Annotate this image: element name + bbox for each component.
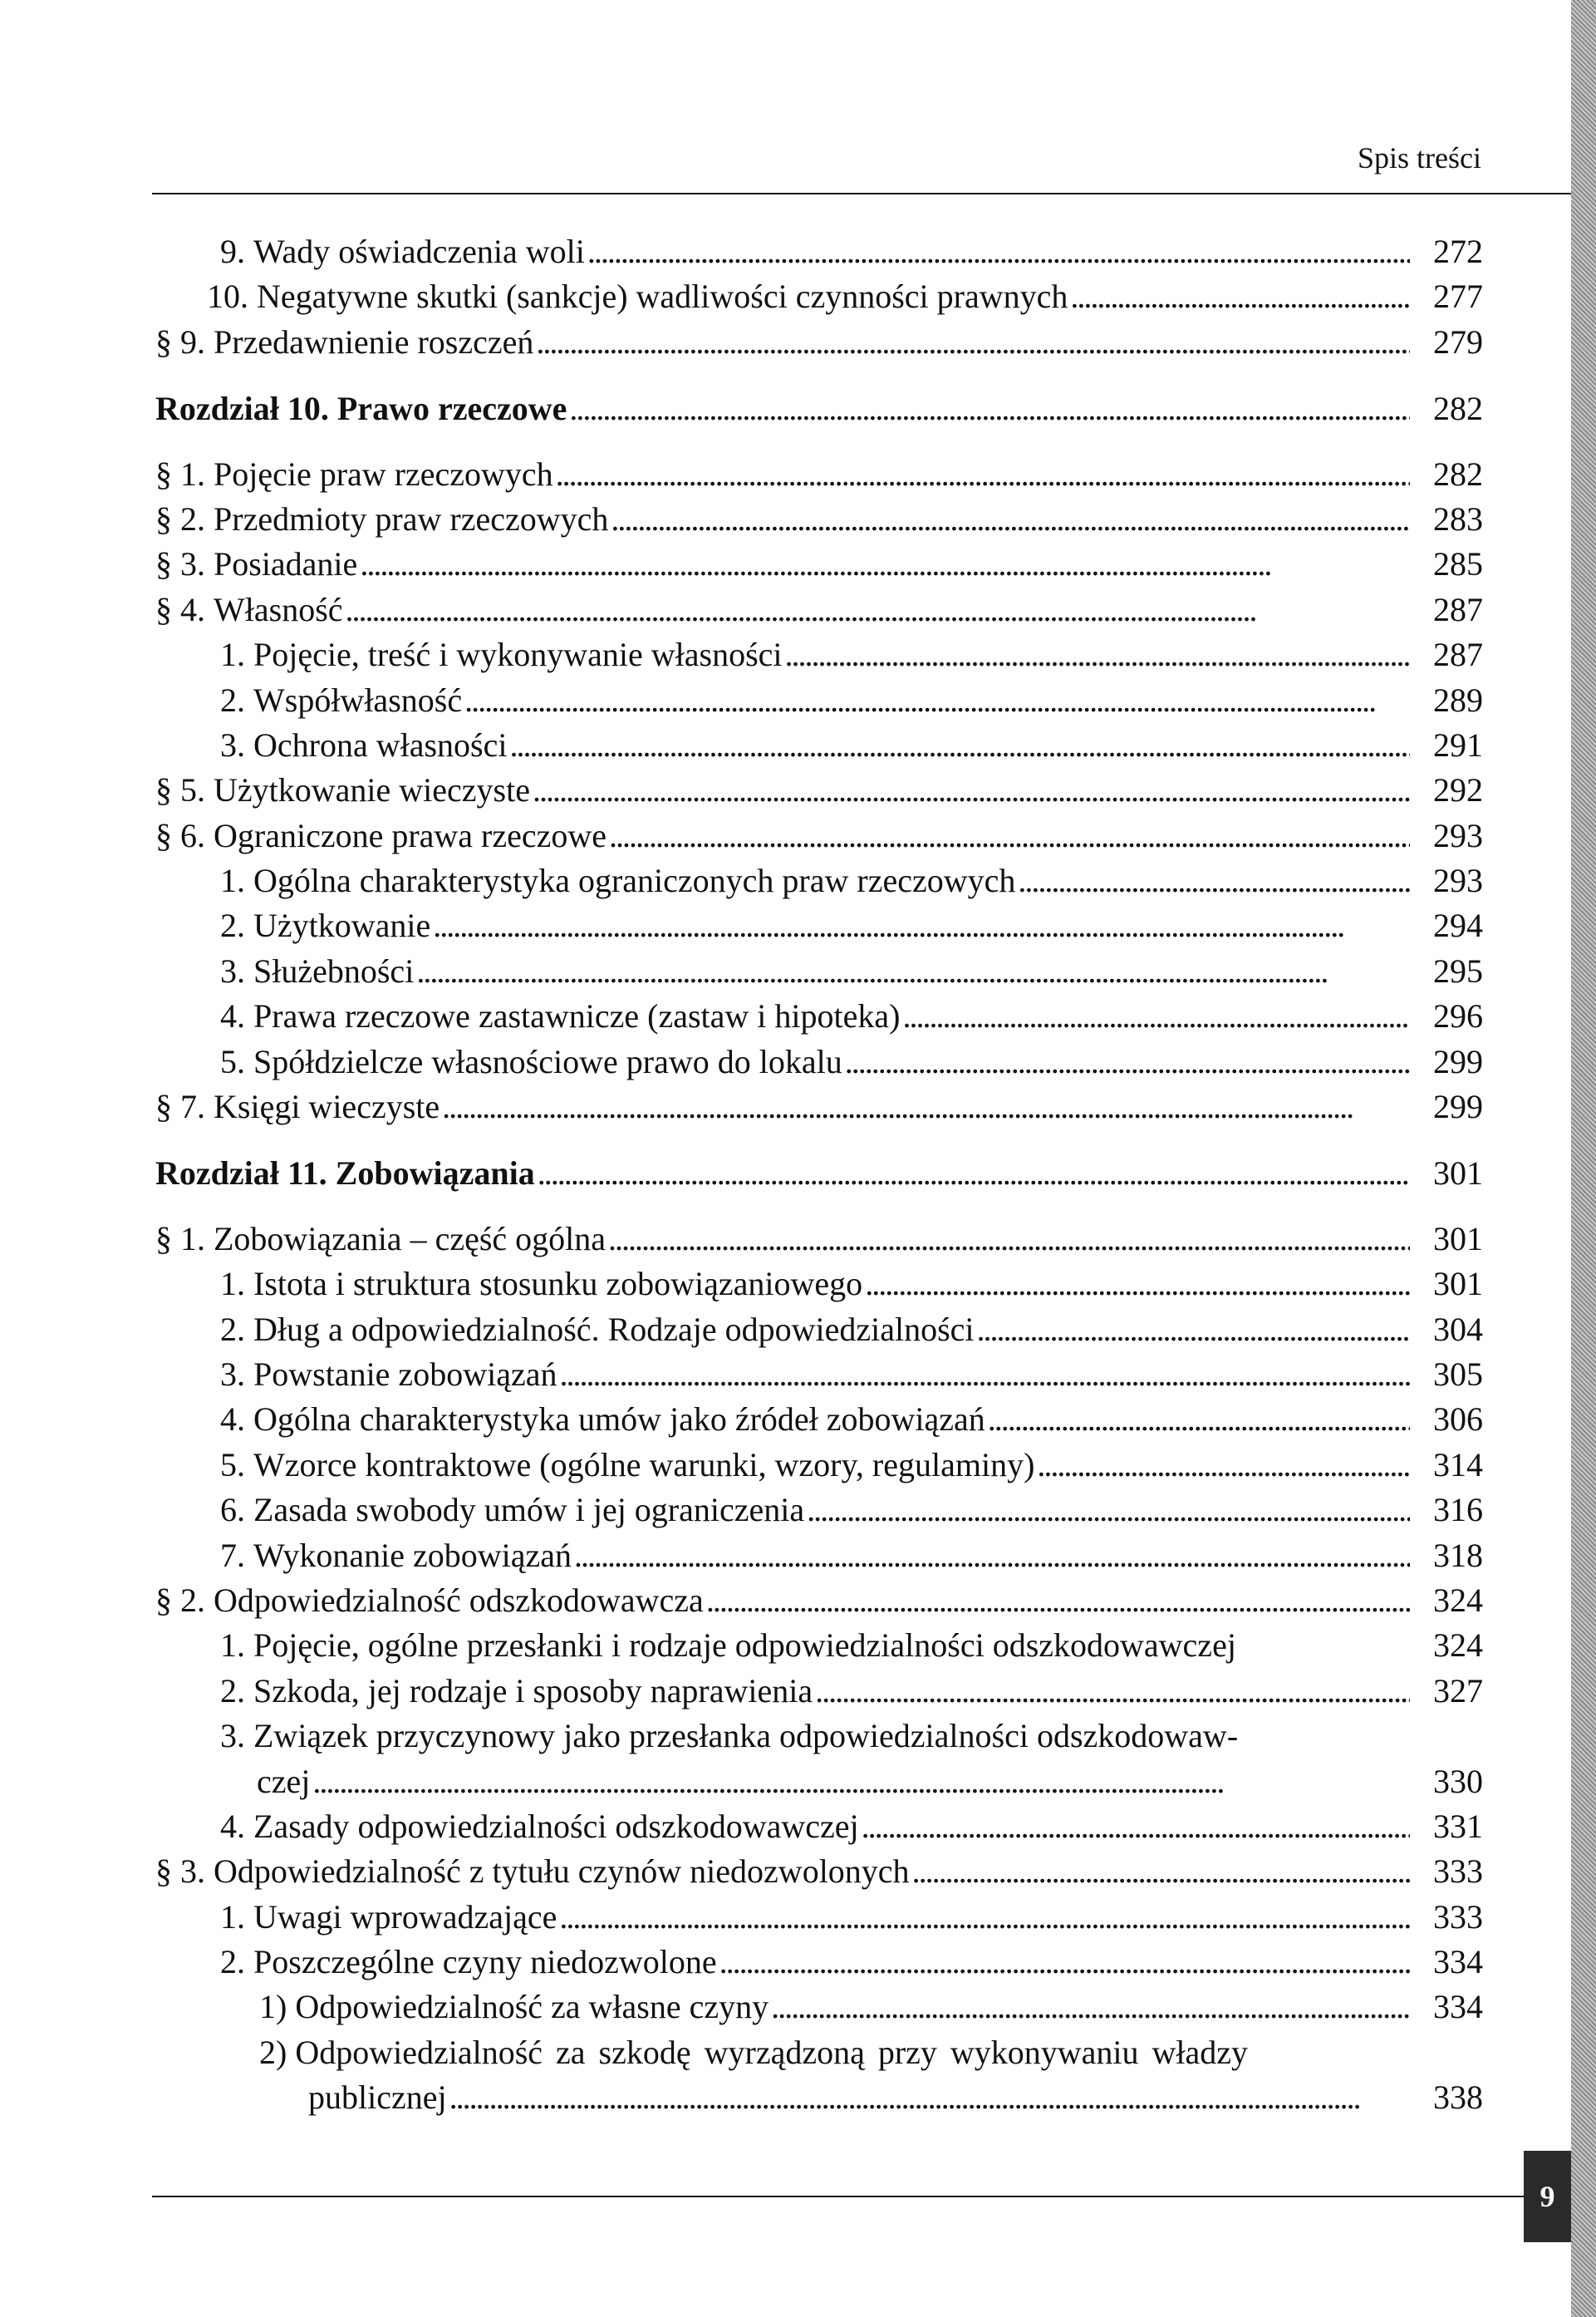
toc-entry-number: 3.	[220, 726, 253, 764]
toc-entry-page: 293	[1433, 862, 1483, 900]
toc-entry[interactable]	[155, 1352, 1483, 1397]
toc-entry-title: Powstanie zobowiązań	[253, 1355, 557, 1393]
toc-entry-title: Negatywne skutki (sankcje) wadliwości czynności prawnych	[257, 278, 1068, 316]
toc-entry-title: Zasada swobody umów i jej ograniczenia	[253, 1491, 805, 1529]
toc-entry-number: 4.	[220, 997, 253, 1036]
toc-entry-page: 301	[1433, 1219, 1483, 1257]
toc-entry-page: 277	[1433, 278, 1483, 316]
toc-entry-number: 2.	[220, 1671, 253, 1709]
toc-entry-number: Rozdział 11.	[155, 1154, 336, 1193]
toc-entry-number: § 1.	[155, 1219, 214, 1257]
dot-leader	[556, 452, 1410, 497]
toc-entry-title: Zobowiązania – część ogólna	[214, 1219, 606, 1257]
toc-entry-title: Odpowiedzialność za szkodę wyrządzoną przy wykonywaniu władzy	[295, 2033, 1249, 2071]
toc-entry-page: 292	[1433, 771, 1483, 809]
dot-leader	[807, 1488, 1410, 1532]
dot-leader	[977, 1307, 1410, 1352]
toc-entry[interactable]	[155, 632, 1483, 677]
toc-entry[interactable]	[155, 1714, 1483, 1759]
dot-leader	[559, 1895, 1410, 1940]
toc-entry-number: 1)	[259, 1988, 296, 2026]
toc-entry-number: 5.	[220, 1042, 253, 1080]
toc-entry-number: 1.	[220, 1626, 253, 1665]
toc-entry-page: 318	[1433, 1536, 1483, 1574]
toc-entry[interactable]	[155, 1623, 1483, 1668]
toc-entry-title: Wady oświadczenia woli	[253, 233, 585, 270]
toc-entry-number: 7.	[220, 1536, 253, 1574]
toc-entry-title: Własność	[214, 590, 343, 628]
toc-entry-page: 324	[1433, 1581, 1483, 1619]
toc-entry-number: 9.	[220, 233, 253, 270]
dot-leader	[538, 1151, 1410, 1196]
toc-entry-title-continuation: publicznej	[308, 2078, 447, 2117]
dot-leader	[360, 542, 1410, 587]
toc-entry-page: 334	[1433, 1943, 1483, 1981]
toc-entry-number: 2)	[259, 2033, 296, 2071]
toc-entry-page: 282	[1433, 455, 1483, 493]
toc-entry[interactable]	[155, 229, 1483, 274]
toc-entry-page: 287	[1433, 590, 1483, 628]
toc-entry-page: 301	[1433, 1154, 1483, 1193]
toc-entry-title-continuation: czej	[257, 1762, 311, 1800]
toc-entry[interactable]	[155, 1669, 1483, 1714]
toc-entry-number: 1.	[220, 862, 253, 900]
toc-entry-page: 285	[1433, 545, 1483, 583]
dot-leader	[312, 1759, 1410, 1804]
dot-leader	[346, 588, 1410, 632]
toc-entry-title: Pojęcie, ogólne przesłanki i rodzaje odpowiedzialności odszkodowawczej	[253, 1626, 1236, 1665]
toc-entry-page: 283	[1433, 499, 1483, 538]
toc-entry-page: 333	[1433, 1897, 1483, 1936]
dot-leader	[1070, 274, 1410, 319]
toc-entry-title: Poszczególne czyny niedozwolone	[253, 1943, 717, 1981]
toc-entry[interactable]	[155, 274, 1483, 319]
toc-entry-title: Szkoda, jej rodzaje i sposoby naprawienia	[253, 1671, 813, 1709]
toc-entry-title: Pojęcie, treść i wykonywanie własności	[253, 636, 783, 674]
toc-entry-number: 3.	[220, 1355, 253, 1393]
toc-entry-title: Wzorce kontraktowe (ogólne warunki, wzory, regulaminy)	[253, 1445, 1035, 1483]
toc-entry-page: 299	[1433, 1042, 1483, 1080]
dot-leader	[509, 723, 1410, 768]
toc-entry-page: 306	[1433, 1400, 1483, 1439]
toc-entry-title: Posiadanie	[214, 545, 358, 583]
toc-entry-number: § 2.	[155, 499, 214, 538]
toc-entry[interactable]	[155, 1804, 1483, 1849]
toc-entry[interactable]	[155, 1085, 1483, 1129]
toc-entry-page: 282	[1433, 390, 1483, 428]
dot-leader	[845, 1040, 1410, 1085]
dot-leader	[912, 1849, 1410, 1894]
toc-entry[interactable]	[155, 903, 1483, 948]
toc-entry[interactable]	[155, 2030, 1483, 2075]
toc-entry-page: 289	[1433, 681, 1483, 719]
toc-entry-page: 330	[1433, 1762, 1483, 1800]
toc-entry[interactable]	[155, 678, 1483, 723]
toc-entry-page: 296	[1433, 997, 1483, 1036]
toc-entry-page: 324	[1433, 1626, 1483, 1665]
toc-entry-number: 3.	[220, 952, 253, 990]
toc-entry[interactable]	[155, 768, 1483, 813]
toc-entry-page: 334	[1433, 1988, 1483, 2026]
toc-entry-page: 304	[1433, 1310, 1483, 1348]
toc-entry-page: 316	[1433, 1491, 1483, 1529]
toc-entry[interactable]	[155, 497, 1483, 542]
toc-entry-title: Istota i struktura stosunku zobowiązaniowego	[253, 1265, 863, 1303]
toc-entry-title: Współwłasność	[253, 681, 463, 719]
toc-entry-number: § 9.	[155, 322, 214, 361]
toc-entry[interactable]	[155, 1443, 1483, 1488]
toc-entry[interactable]	[155, 588, 1483, 632]
toc-entry[interactable]	[155, 1985, 1483, 2029]
toc-entry-number: 1.	[220, 1265, 253, 1303]
header-rule	[152, 193, 1571, 194]
toc-entry-page: 293	[1433, 816, 1483, 854]
toc-entry-number: § 3.	[155, 545, 214, 583]
toc-entry-number: § 6.	[155, 816, 214, 854]
toc-entry-title: Służebności	[253, 952, 415, 990]
toc-entry-number: 2.	[220, 1310, 253, 1348]
toc-entry[interactable]	[155, 1849, 1483, 1894]
running-header: Spis treści	[1358, 141, 1481, 175]
toc-entry-title: Spółdzielcze własnościowe prawo do lokalu	[253, 1042, 842, 1080]
toc-entry-title: Ogólna charakterystyka umów jako źródeł zobowiązań	[253, 1400, 985, 1439]
toc-entry-number: 6.	[220, 1491, 253, 1529]
toc-entry[interactable]	[155, 723, 1483, 768]
toc-entry-page: 272	[1433, 233, 1483, 270]
toc-entry-number: 3.	[220, 1717, 253, 1755]
toc-entry-title: Ochrona własności	[253, 726, 508, 764]
toc-entry-number: 1.	[220, 636, 253, 674]
toc-entry-title: Odpowiedzialność z tytułu czynów niedozwolonych	[214, 1852, 910, 1891]
dot-leader	[609, 814, 1410, 858]
toc-entry-title: Związek przyczynowy jako przesłanka odpowiedzialności odszkodowaw-	[253, 1717, 1239, 1755]
toc-entry[interactable]	[155, 1895, 1483, 1940]
dot-leader	[1037, 1443, 1410, 1488]
dot-leader	[865, 1262, 1410, 1306]
toc-entry-title: Księgi wieczyste	[214, 1088, 440, 1126]
toc-entry-title: Zasady odpowiedzialności odszkodowawczej	[253, 1807, 859, 1845]
toc-entry-title: Użytkowanie	[253, 907, 431, 945]
dot-leader	[449, 2075, 1410, 2120]
toc-entry-title: Dług a odpowiedzialność. Rodzaje odpowiedzialności	[253, 1310, 975, 1348]
toc-entry-title: Zobowiązania	[335, 1154, 535, 1193]
toc-entry[interactable]	[155, 320, 1483, 365]
dot-leader	[988, 1397, 1410, 1442]
toc-entry-title: Odpowiedzialność odszkodowawcza	[214, 1581, 704, 1619]
toc-entry-page: 331	[1433, 1807, 1483, 1845]
toc-entry[interactable]	[155, 1262, 1483, 1306]
toc-entry-title: Ograniczone prawa rzeczowe	[214, 816, 607, 854]
toc-chapter-heading[interactable]	[155, 1151, 1483, 1196]
toc-entry[interactable]	[155, 452, 1483, 497]
toc-entry-title: Wykonanie zobowiązań	[253, 1536, 572, 1574]
toc-entry-page: 305	[1433, 1355, 1483, 1393]
dot-leader	[608, 1217, 1410, 1262]
toc-entry-page: 295	[1433, 952, 1483, 990]
toc-entry-number: 4.	[220, 1400, 253, 1439]
toc-entry-page: 327	[1433, 1671, 1483, 1709]
toc-entry-number: 2.	[220, 907, 253, 945]
dot-leader	[536, 320, 1410, 365]
toc-entry-title: Użytkowanie wieczyste	[214, 771, 530, 809]
toc-entry-page: 279	[1433, 322, 1483, 361]
toc-entry-number: § 7.	[155, 1088, 214, 1126]
toc-entry-number: 2.	[220, 681, 253, 719]
dot-leader	[442, 1085, 1410, 1129]
toc-entry-page: 338	[1433, 2078, 1483, 2117]
dot-leader	[416, 949, 1410, 994]
toc-entry[interactable]	[155, 1488, 1483, 1532]
dot-leader	[862, 1804, 1410, 1849]
toc-entry-page: 287	[1433, 636, 1483, 674]
toc-entry[interactable]	[155, 1397, 1483, 1442]
dot-leader	[902, 994, 1410, 1039]
toc-entry-title: Przedmioty praw rzeczowych	[214, 499, 609, 538]
toc-entry-title: Prawa rzeczowe zastawnicze (zastaw i hipoteka)	[253, 997, 901, 1036]
toc-entry-title: Uwagi wprowadzające	[253, 1897, 557, 1936]
toc-entry[interactable]	[155, 1533, 1483, 1578]
toc-entry[interactable]	[155, 994, 1483, 1039]
dot-leader	[533, 768, 1410, 813]
toc-entry[interactable]	[155, 1217, 1483, 1262]
dot-leader	[785, 632, 1410, 677]
footer-rule	[152, 2196, 1524, 2197]
toc-entry-number: § 2.	[155, 1581, 214, 1619]
toc-entry-title: Prawo rzeczowe	[336, 390, 567, 428]
toc-entry[interactable]	[155, 1040, 1483, 1085]
toc-entry-continuation[interactable]	[155, 1759, 1483, 1804]
toc-entry-number: § 3.	[155, 1852, 214, 1891]
toc-entry-number: 4.	[220, 1807, 253, 1845]
toc-entry-continuation[interactable]	[155, 2075, 1483, 2120]
toc-entry[interactable]	[155, 1578, 1483, 1623]
toc-entry-title: Pojęcie praw rzeczowych	[214, 455, 553, 493]
toc-entry-title: Odpowiedzialność za własne czyny	[295, 1988, 769, 2026]
toc-entry-page: 291	[1433, 726, 1483, 764]
toc-entry[interactable]	[155, 1940, 1483, 1985]
toc-entry-number: 2.	[220, 1943, 253, 1981]
toc-entry[interactable]	[155, 949, 1483, 994]
dot-leader	[587, 229, 1410, 274]
toc-entry[interactable]	[155, 858, 1483, 903]
dot-leader	[815, 1669, 1410, 1714]
toc-entry-page: 299	[1433, 1088, 1483, 1126]
page-edge-shading	[1571, 0, 1596, 2317]
toc-entry-title: Ogólna charakterystyka ograniczonych praw rzeczowych	[253, 862, 1016, 900]
page-number: 9	[1524, 2151, 1571, 2242]
toc-entry-title: Przedawnienie roszczeń	[214, 322, 534, 361]
toc-entry-number: 1.	[220, 1897, 253, 1936]
toc-entry[interactable]	[155, 542, 1483, 587]
toc-entry[interactable]	[155, 1307, 1483, 1352]
dot-leader	[464, 678, 1410, 723]
dot-leader	[771, 1985, 1410, 2029]
table-of-contents	[155, 229, 1483, 2121]
toc-entry-number: § 1.	[155, 455, 214, 493]
dot-leader	[706, 1578, 1410, 1623]
toc-entry-number: § 4.	[155, 590, 214, 628]
dot-leader	[559, 1352, 1410, 1397]
toc-entry-page: 314	[1433, 1445, 1483, 1483]
toc-entry-number: Rozdział 10.	[155, 390, 337, 428]
dot-leader	[719, 1940, 1410, 1985]
toc-entry-page: 301	[1433, 1265, 1483, 1303]
dot-leader	[611, 497, 1410, 542]
dot-leader	[569, 386, 1410, 431]
toc-entry-page: 333	[1433, 1852, 1483, 1891]
toc-entry-number: § 5.	[155, 771, 214, 809]
dot-leader	[433, 903, 1410, 948]
toc-entry[interactable]	[155, 814, 1483, 858]
toc-entry-number: 5.	[220, 1445, 253, 1483]
dot-leader	[1018, 858, 1410, 903]
toc-chapter-heading[interactable]	[155, 386, 1483, 431]
toc-entry-number: 10.	[207, 278, 257, 316]
dot-leader	[574, 1533, 1410, 1578]
toc-entry-page: 294	[1433, 907, 1483, 945]
